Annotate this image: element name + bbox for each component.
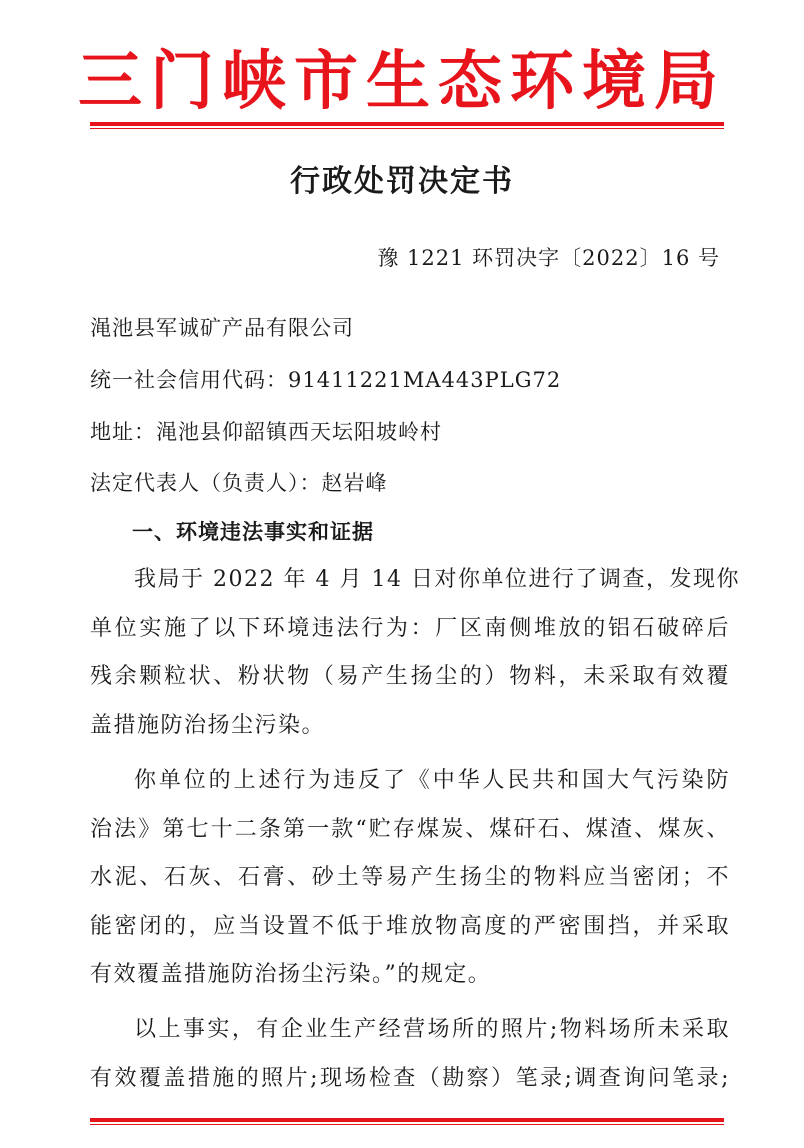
document-number: 豫 1221 环罚决字〔2022〕16 号 <box>377 246 720 270</box>
paragraph-line: 有效覆盖措施的照片;现场检查（勘察）笔录;调查询问笔录; <box>90 1065 730 1091</box>
party-address: 地址：渑池县仰韶镇西天坛阳坡岭村 <box>90 420 442 444</box>
paragraph-line: 我局于 2022 年 4 月 14 日对你单位进行了调查，发现你 <box>134 567 740 592</box>
letterhead-rule-thick <box>90 122 724 126</box>
party-representative: 法定代表人（负责人）：赵岩峰 <box>90 471 388 495</box>
party-credit-code: 统一社会信用代码：91411221MA443PLG72 <box>90 368 562 392</box>
paragraph-line: 能密闭的，应当设置不低于堆放物高度的严密围挡，并采取 <box>90 913 730 939</box>
paragraph-line: 单位实施了以下环境违法行为：厂区南侧堆放的铝石破碎后 <box>90 615 730 641</box>
paragraph-legal-basis <box>90 757 730 1000</box>
paragraph-line: 以上事实，有企业生产经营场所的照片;物料场所未采取 <box>134 1017 730 1042</box>
footer-rule-thin <box>90 1124 724 1125</box>
paragraph-line: 有效覆盖措施防治扬尘污染。”的规定。 <box>90 962 492 987</box>
paragraph-line: 水泥、石灰、石膏、砂土等易产生扬尘的物料应当密闭；不 <box>90 865 730 890</box>
section-heading-violation-facts: 一、环境违法事实和证据 <box>132 520 374 544</box>
paragraph-evidence <box>90 1006 730 1103</box>
paragraph-line: 你单位的上述行为违反了《中华人民共和国大气污染防 <box>134 768 730 793</box>
paragraph-line: 残余颗粒状、粉状物（易产生扬尘的）物料，未采取有效覆 <box>90 664 730 689</box>
footer-rule-thick <box>90 1118 724 1122</box>
party-name: 渑池县军诚矿产品有限公司 <box>90 316 354 340</box>
paragraph-line: 治法》第七十二条第一款“贮存煤炭、煤矸石、煤渣、煤灰、 <box>90 816 730 842</box>
agency-letterhead-title: 三门峡市生态环境局 <box>78 44 726 119</box>
paragraph-investigation <box>90 556 740 750</box>
paragraph-line: 盖措施防治扬尘污染。 <box>90 712 326 738</box>
letterhead-rule-thin <box>90 128 724 129</box>
document-title: 行政处罚决定书 <box>290 164 514 199</box>
